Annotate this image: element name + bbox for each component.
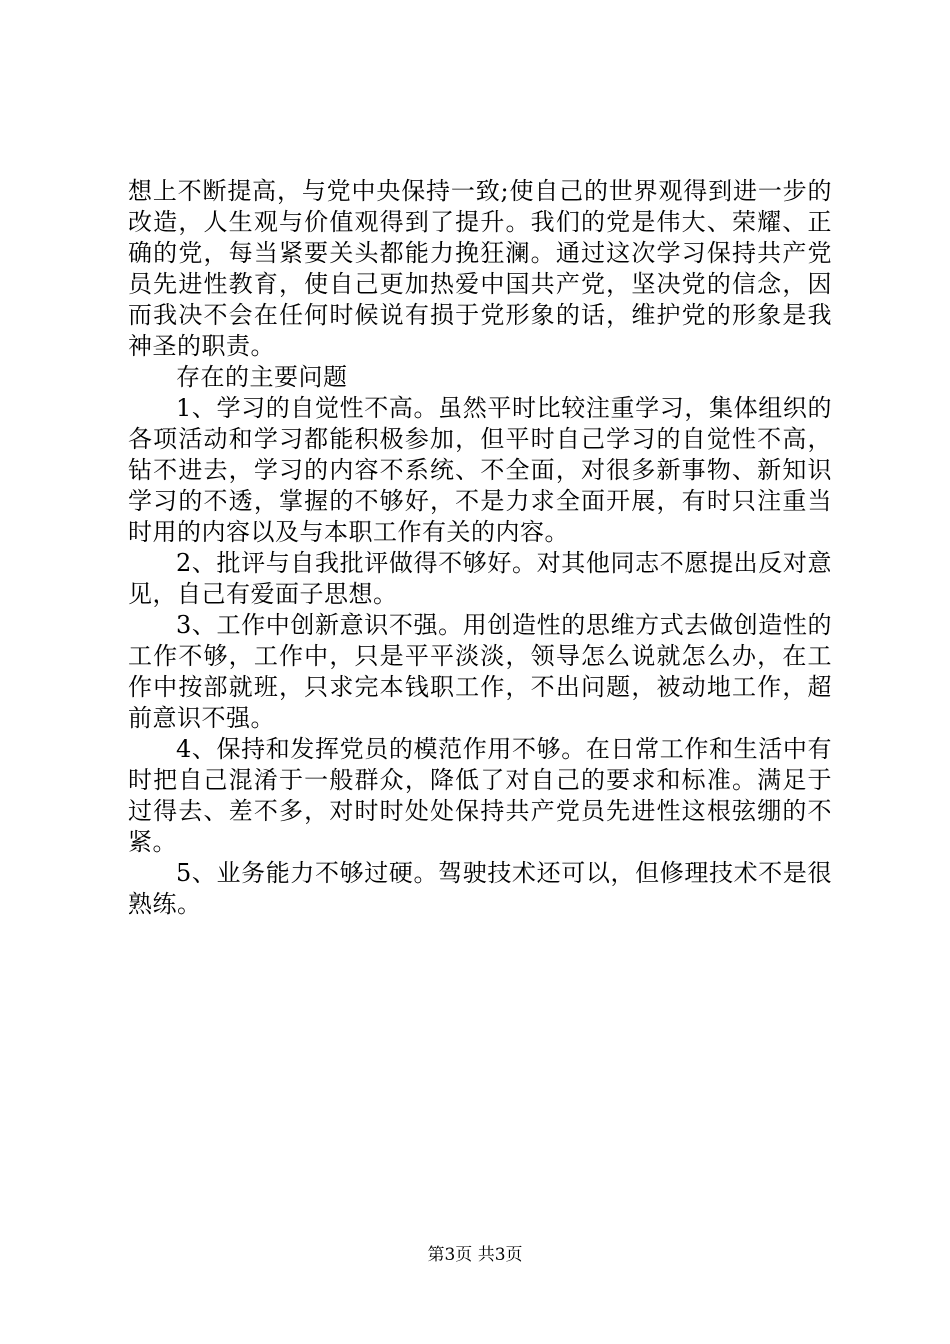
problem-item-1: 1、学习的自觉性不高。虽然平时比较注重学习，集体组织的各项活动和学习都能积极参加，但平时自己学习的自觉性不高，钻不进去，学习的内容不系统、不全面，对很多新事物、新知识学习的不透，掌握的不够好，不是力求全面开展，有时只注重当时用的内容以及与本职工作有关的内容。 [128, 394, 832, 546]
problem-item-2: 2、批评与自我批评做得不够好。对其他同志不愿提出反对意见，自己有爱面子思想。 [128, 549, 832, 608]
problem-item-4: 4、保持和发挥党员的模范作用不够。在日常工作和生活中有时把自己混淆于一般群众，降低了对自己的要求和标准。满足于过得去、差不多，对时时处处保持共产党员先进性这根弦绷的不紧。 [128, 735, 832, 856]
document-body [128, 176, 832, 920]
section-heading-main-problems: 存在的主要问题 [176, 363, 348, 391]
problem-item-5: 5、业务能力不够过硬。驾驶技术还可以，但修理技术不是很熟练。 [128, 859, 832, 918]
page-footer: 第3页 共3页 [427, 1245, 523, 1265]
paragraph-continuation: 想上不断提高，与党中央保持一致;使自己的世界观得到进一步的改造，人生观与价值观得到了提升。我们的党是伟大、荣耀、正确的党，每当紧要关头都能力挽狂澜。通过这次学习保持共产党员先进性教育，使自己更加热爱中国共产党，坚决党的信念，因而我决不会在任何时候说有损于党形象的话，维护党的形象是我神圣的职责。 [128, 177, 832, 360]
problem-item-3: 3、工作中创新意识不强。用创造性的思维方式去做创造性的工作不够，工作中，只是平平淡淡，领导怎么说就怎么办，在工作中按部就班，只求完本钱职工作，不出问题，被动地工作，超前意识不强。 [128, 611, 832, 732]
